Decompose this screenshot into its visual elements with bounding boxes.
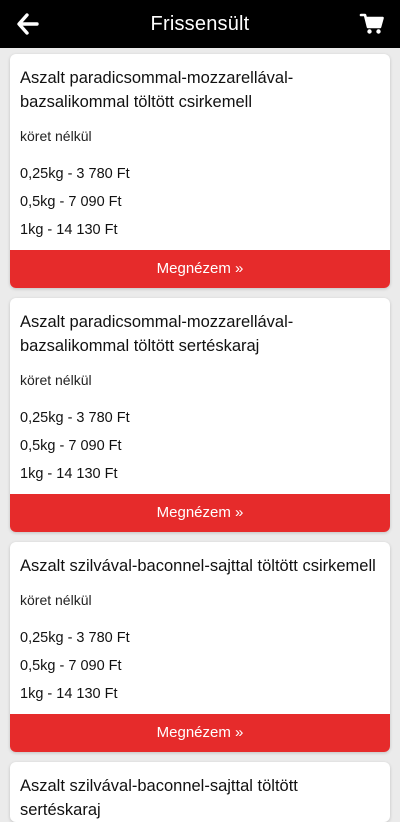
cart-button[interactable] xyxy=(356,8,388,40)
product-card xyxy=(10,762,390,822)
price-line: 0,25kg - 3 780 Ft xyxy=(20,630,130,646)
page-title: Frissensült xyxy=(150,12,250,35)
price-line: 0,25kg - 3 780 Ft xyxy=(20,410,130,426)
price-line: 1kg - 14 130 Ft xyxy=(20,222,118,238)
price-line: 0,5kg - 7 090 Ft xyxy=(20,438,122,454)
price-line: 0,5kg - 7 090 Ft xyxy=(20,658,122,674)
view-product-button[interactable]: Megnézem » xyxy=(10,250,390,288)
price-line: 0,5kg - 7 090 Ft xyxy=(20,194,122,210)
arrow-left-icon xyxy=(17,14,39,34)
product-subtitle: köret nélkül xyxy=(20,372,92,388)
product-title: Aszalt paradicsommal-mozzarellával-bazsalikommal töltött csirkemell xyxy=(20,69,294,111)
view-product-button[interactable]: Megnézem » xyxy=(10,494,390,532)
product-card xyxy=(10,542,390,752)
price-line: 1kg - 14 130 Ft xyxy=(20,686,118,702)
view-product-button[interactable]: Megnézem » xyxy=(10,714,390,752)
product-subtitle: köret nélkül xyxy=(20,592,92,608)
product-title: Aszalt szilvával-baconnel-sajttal töltött sertéskaraj xyxy=(20,777,298,819)
price-line: 0,25kg - 3 780 Ft xyxy=(20,166,130,182)
product-card xyxy=(10,298,390,532)
shopping-cart-icon xyxy=(360,13,384,35)
price-line: 1kg - 14 130 Ft xyxy=(20,466,118,482)
back-button[interactable] xyxy=(12,8,44,40)
app-header xyxy=(0,0,400,48)
product-card xyxy=(10,54,390,288)
product-subtitle: köret nélkül xyxy=(20,128,92,144)
product-title: Aszalt szilvával-baconnel-sajttal töltött csirkemell xyxy=(20,557,376,575)
product-title: Aszalt paradicsommal-mozzarellával-bazsalikommal töltött sertéskaraj xyxy=(20,313,294,355)
product-list[interactable] xyxy=(0,48,400,819)
